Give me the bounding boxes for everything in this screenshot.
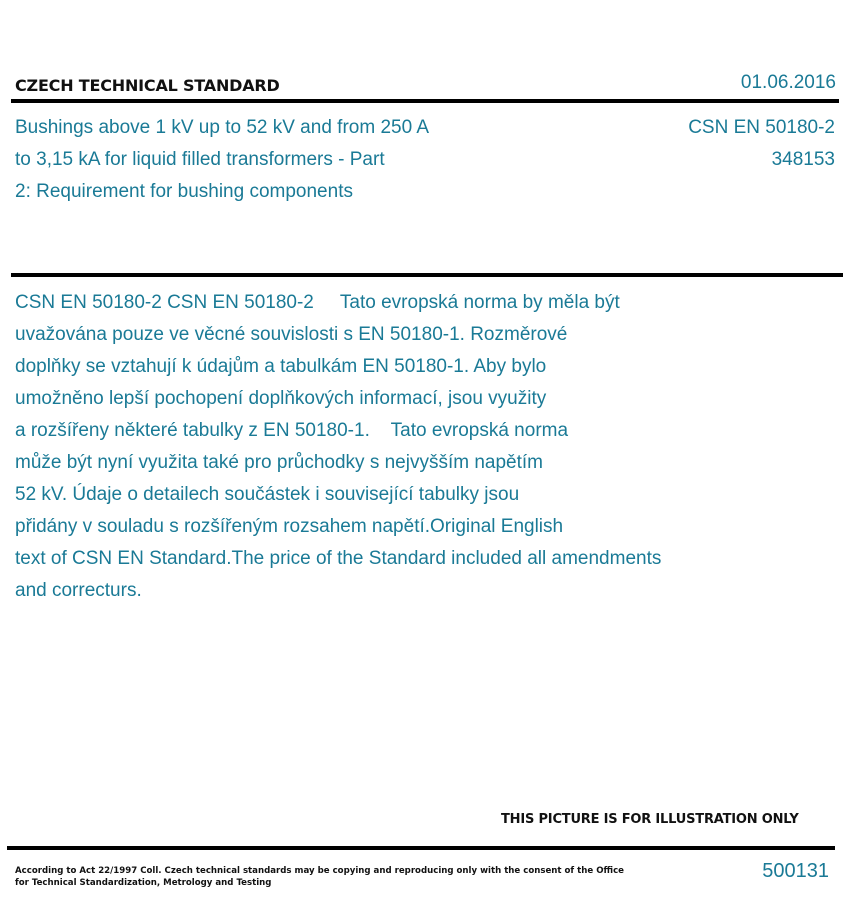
title-divider — [11, 273, 843, 277]
body-line-8: přidány v souladu s rozšířeným rozsahem napětí.Original English — [15, 516, 564, 537]
body-line-5: a rozšířeny některé tabulky z EN 50180-1. Tato evropská norma — [15, 420, 569, 441]
catalog-number: 500131 — [762, 860, 829, 882]
body-line-1: CSN EN 50180-2 CSN EN 50180-2 Tato evropská norma by měla být — [15, 292, 620, 313]
class-number: 348153 — [771, 149, 835, 170]
document-type-label: CZECH TECHNICAL STANDARD — [15, 76, 280, 95]
body-line-7: 52 kV. Údaje o detailech součástek i související tabulky jsou — [15, 484, 520, 505]
body-line-3: doplňky se vztahují k údajům a tabulkám EN 50180-1. Aby bylo — [15, 356, 547, 377]
legal-notice-line-2: for Technical Standardization, Metrology and Testing — [15, 878, 272, 888]
title-line-1: Bushings above 1 kV up to 52 kV and from 250 A — [15, 117, 430, 138]
illustration-notice: THIS PICTURE IS FOR ILLUSTRATION ONLY — [501, 812, 799, 827]
title-line-3: 2: Requirement for bushing components — [15, 181, 353, 202]
body-line-4: umožněno lepší pochopení doplňkových informací, jsou využity — [15, 388, 547, 409]
publication-date: 01.06.2016 — [740, 72, 836, 93]
body-line-6: může být nyní využita také pro průchodky s nejvyšším napětím — [15, 452, 544, 473]
standard-code: CSN EN 50180-2 — [688, 117, 835, 138]
body-line-10: and correcturs. — [15, 580, 142, 601]
title-line-2: to 3,15 kA for liquid filled transformers - Part — [15, 149, 385, 170]
body-line-2: uvažována pouze ve věcné souvislosti s EN 50180-1. Rozměrové — [15, 324, 568, 345]
footer-divider — [7, 846, 835, 850]
body-line-9: text of CSN EN Standard.The price of the Standard included all amendments — [15, 548, 662, 569]
header-divider — [11, 99, 839, 103]
legal-notice-line-1: According to Act 22/1997 Coll. Czech technical standards may be copying and reproducing only with the consent of the Office — [15, 866, 625, 876]
